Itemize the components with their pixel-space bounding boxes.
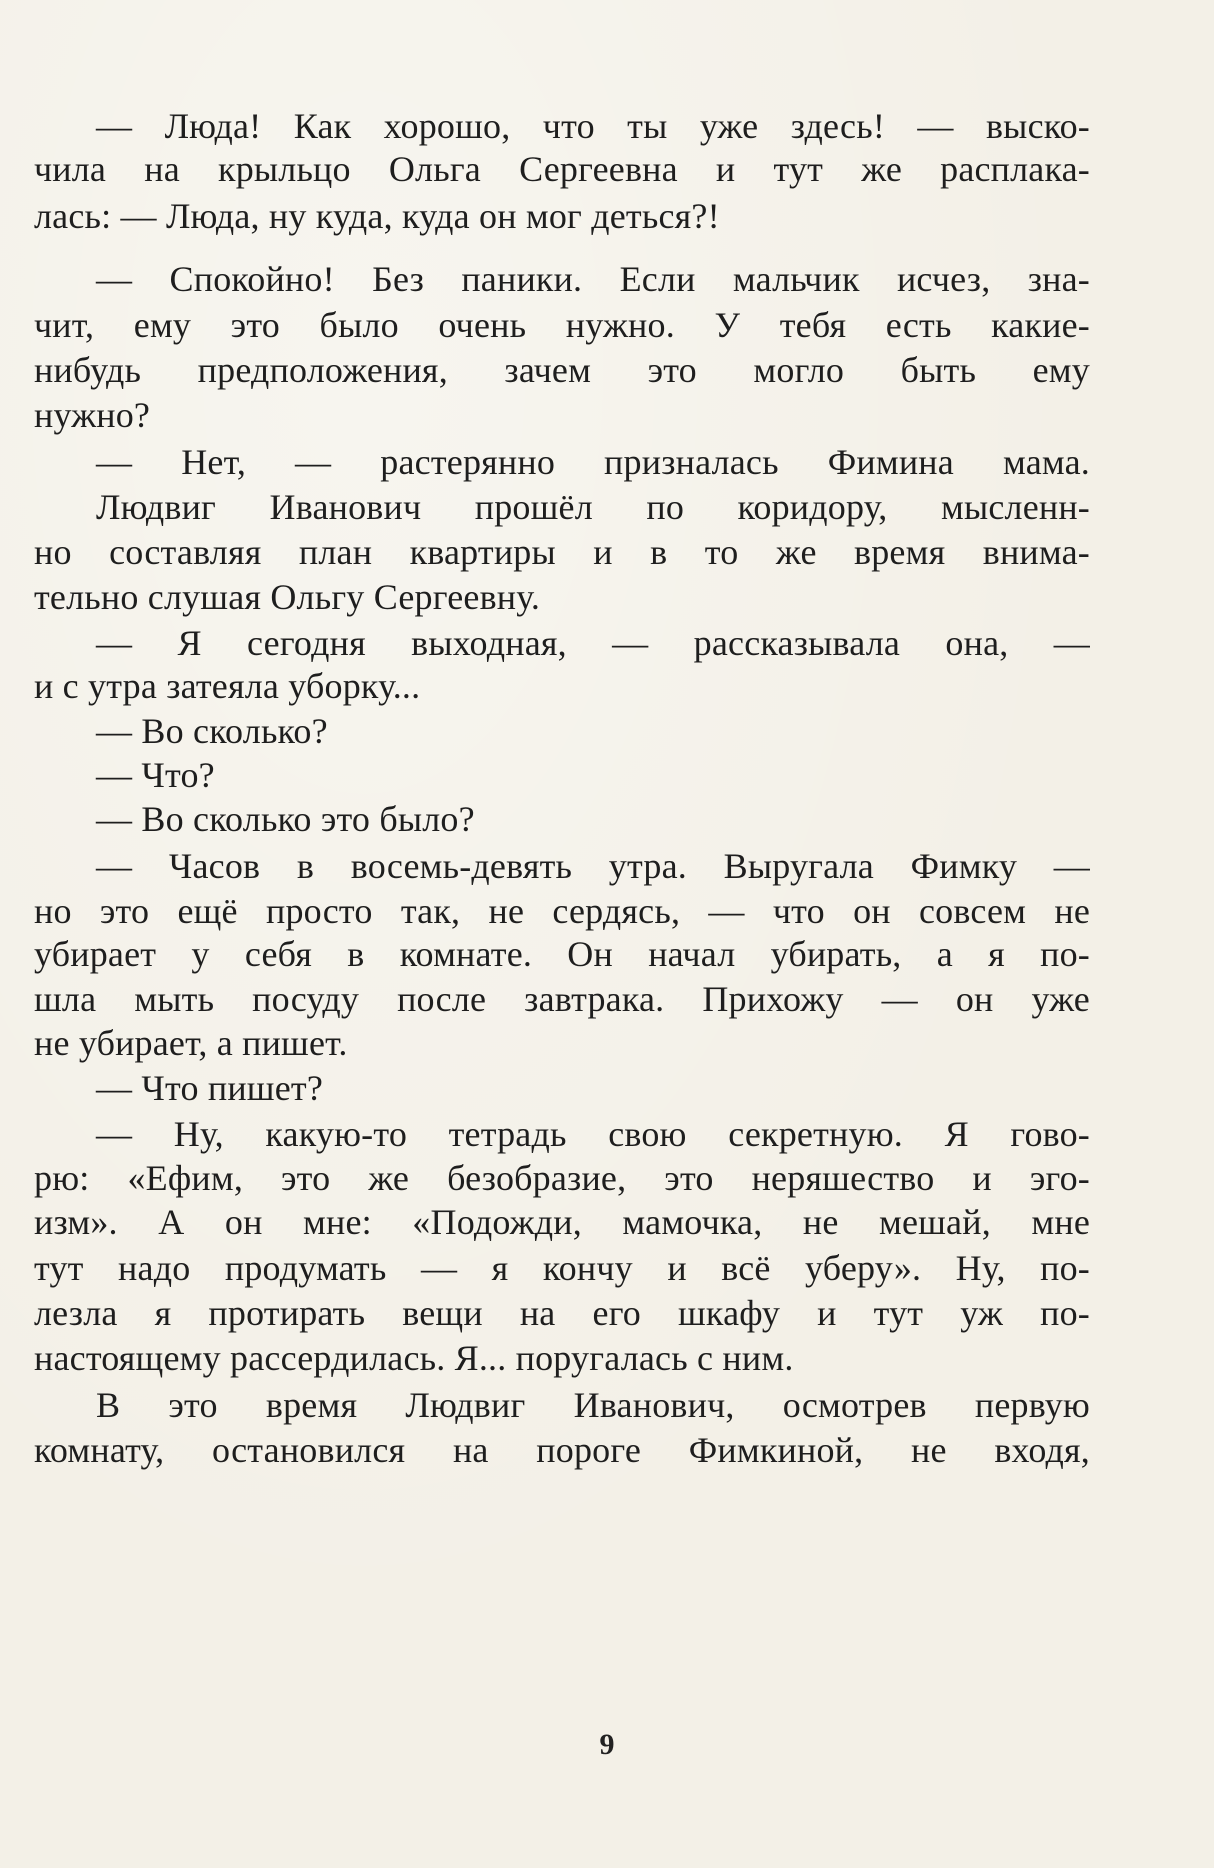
text-line: тельно слушая Ольгу Сергеевну. — [34, 577, 541, 617]
text-line: — Что? — [96, 755, 215, 795]
text-line: В это время Людвиг Иванович, осмотрев первую — [96, 1385, 1090, 1425]
text-line: Людвиг Иванович прошёл по коридору, мысленн- — [96, 487, 1090, 527]
text-line: изм». А он мне: «Подожди, мамочка, не мешай, мне — [34, 1202, 1090, 1242]
text-line: и с утра затеяла уборку... — [34, 666, 421, 706]
text-line: убирает у себя в комнате. Он начал убирать, а я по- — [34, 934, 1090, 974]
text-line: — Я сегодня выходная, — рассказывала она, — — [96, 623, 1090, 663]
text-line: тут надо продумать — я кончу и всё уберу». Ну, по- — [34, 1248, 1090, 1288]
text-line: — Ну, какую-то тетрадь свою секретную. Я гово- — [96, 1114, 1090, 1154]
text-line: не убирает, а пишет. — [34, 1023, 348, 1063]
text-line: — Спокойно! Без паники. Если мальчик исчез, зна- — [96, 259, 1090, 299]
text-line: — Во сколько? — [96, 711, 328, 751]
text-line: лезла я протирать вещи на его шкафу и тут уж по- — [34, 1293, 1090, 1333]
text-line: настоящему рассердилась. Я... поругалась с ним. — [34, 1338, 794, 1378]
text-line: — Нет, — растерянно призналась Фимина мама. — [96, 442, 1090, 482]
text-line: чила на крыльцо Ольга Сергеевна и тут же расплака- — [34, 149, 1090, 189]
text-line: нужно? — [34, 395, 151, 435]
text-line: но составляя план квартиры и в то же время внима- — [34, 532, 1090, 572]
text-line: — Что пишет? — [96, 1068, 323, 1108]
page-number: 9 — [599, 1728, 615, 1761]
text-line: — Люда! Как хорошо, что ты уже здесь! — выско- — [96, 106, 1090, 146]
text-line: — Во сколько это было? — [96, 799, 475, 839]
text-line: но это ещё просто так, не сердясь, — что он совсем не — [34, 891, 1090, 931]
text-line: рю: «Ефим, это же безобразие, это неряшество и эго- — [34, 1158, 1090, 1198]
text-line: нибудь предположения, зачем это могло быть ему — [34, 350, 1090, 390]
text-line: комнату, остановился на пороге Фимкиной, не входя, — [34, 1430, 1090, 1470]
text-line: лась: — Люда, ну куда, куда он мог деться?! — [34, 196, 720, 236]
text-line: чит, ему это было очень нужно. У тебя есть какие- — [34, 305, 1090, 345]
text-line: — Часов в восемь-девять утра. Выругала Фимку — — [96, 846, 1090, 886]
text-line: шла мыть посуду после завтрака. Прихожу — он уже — [34, 979, 1090, 1019]
